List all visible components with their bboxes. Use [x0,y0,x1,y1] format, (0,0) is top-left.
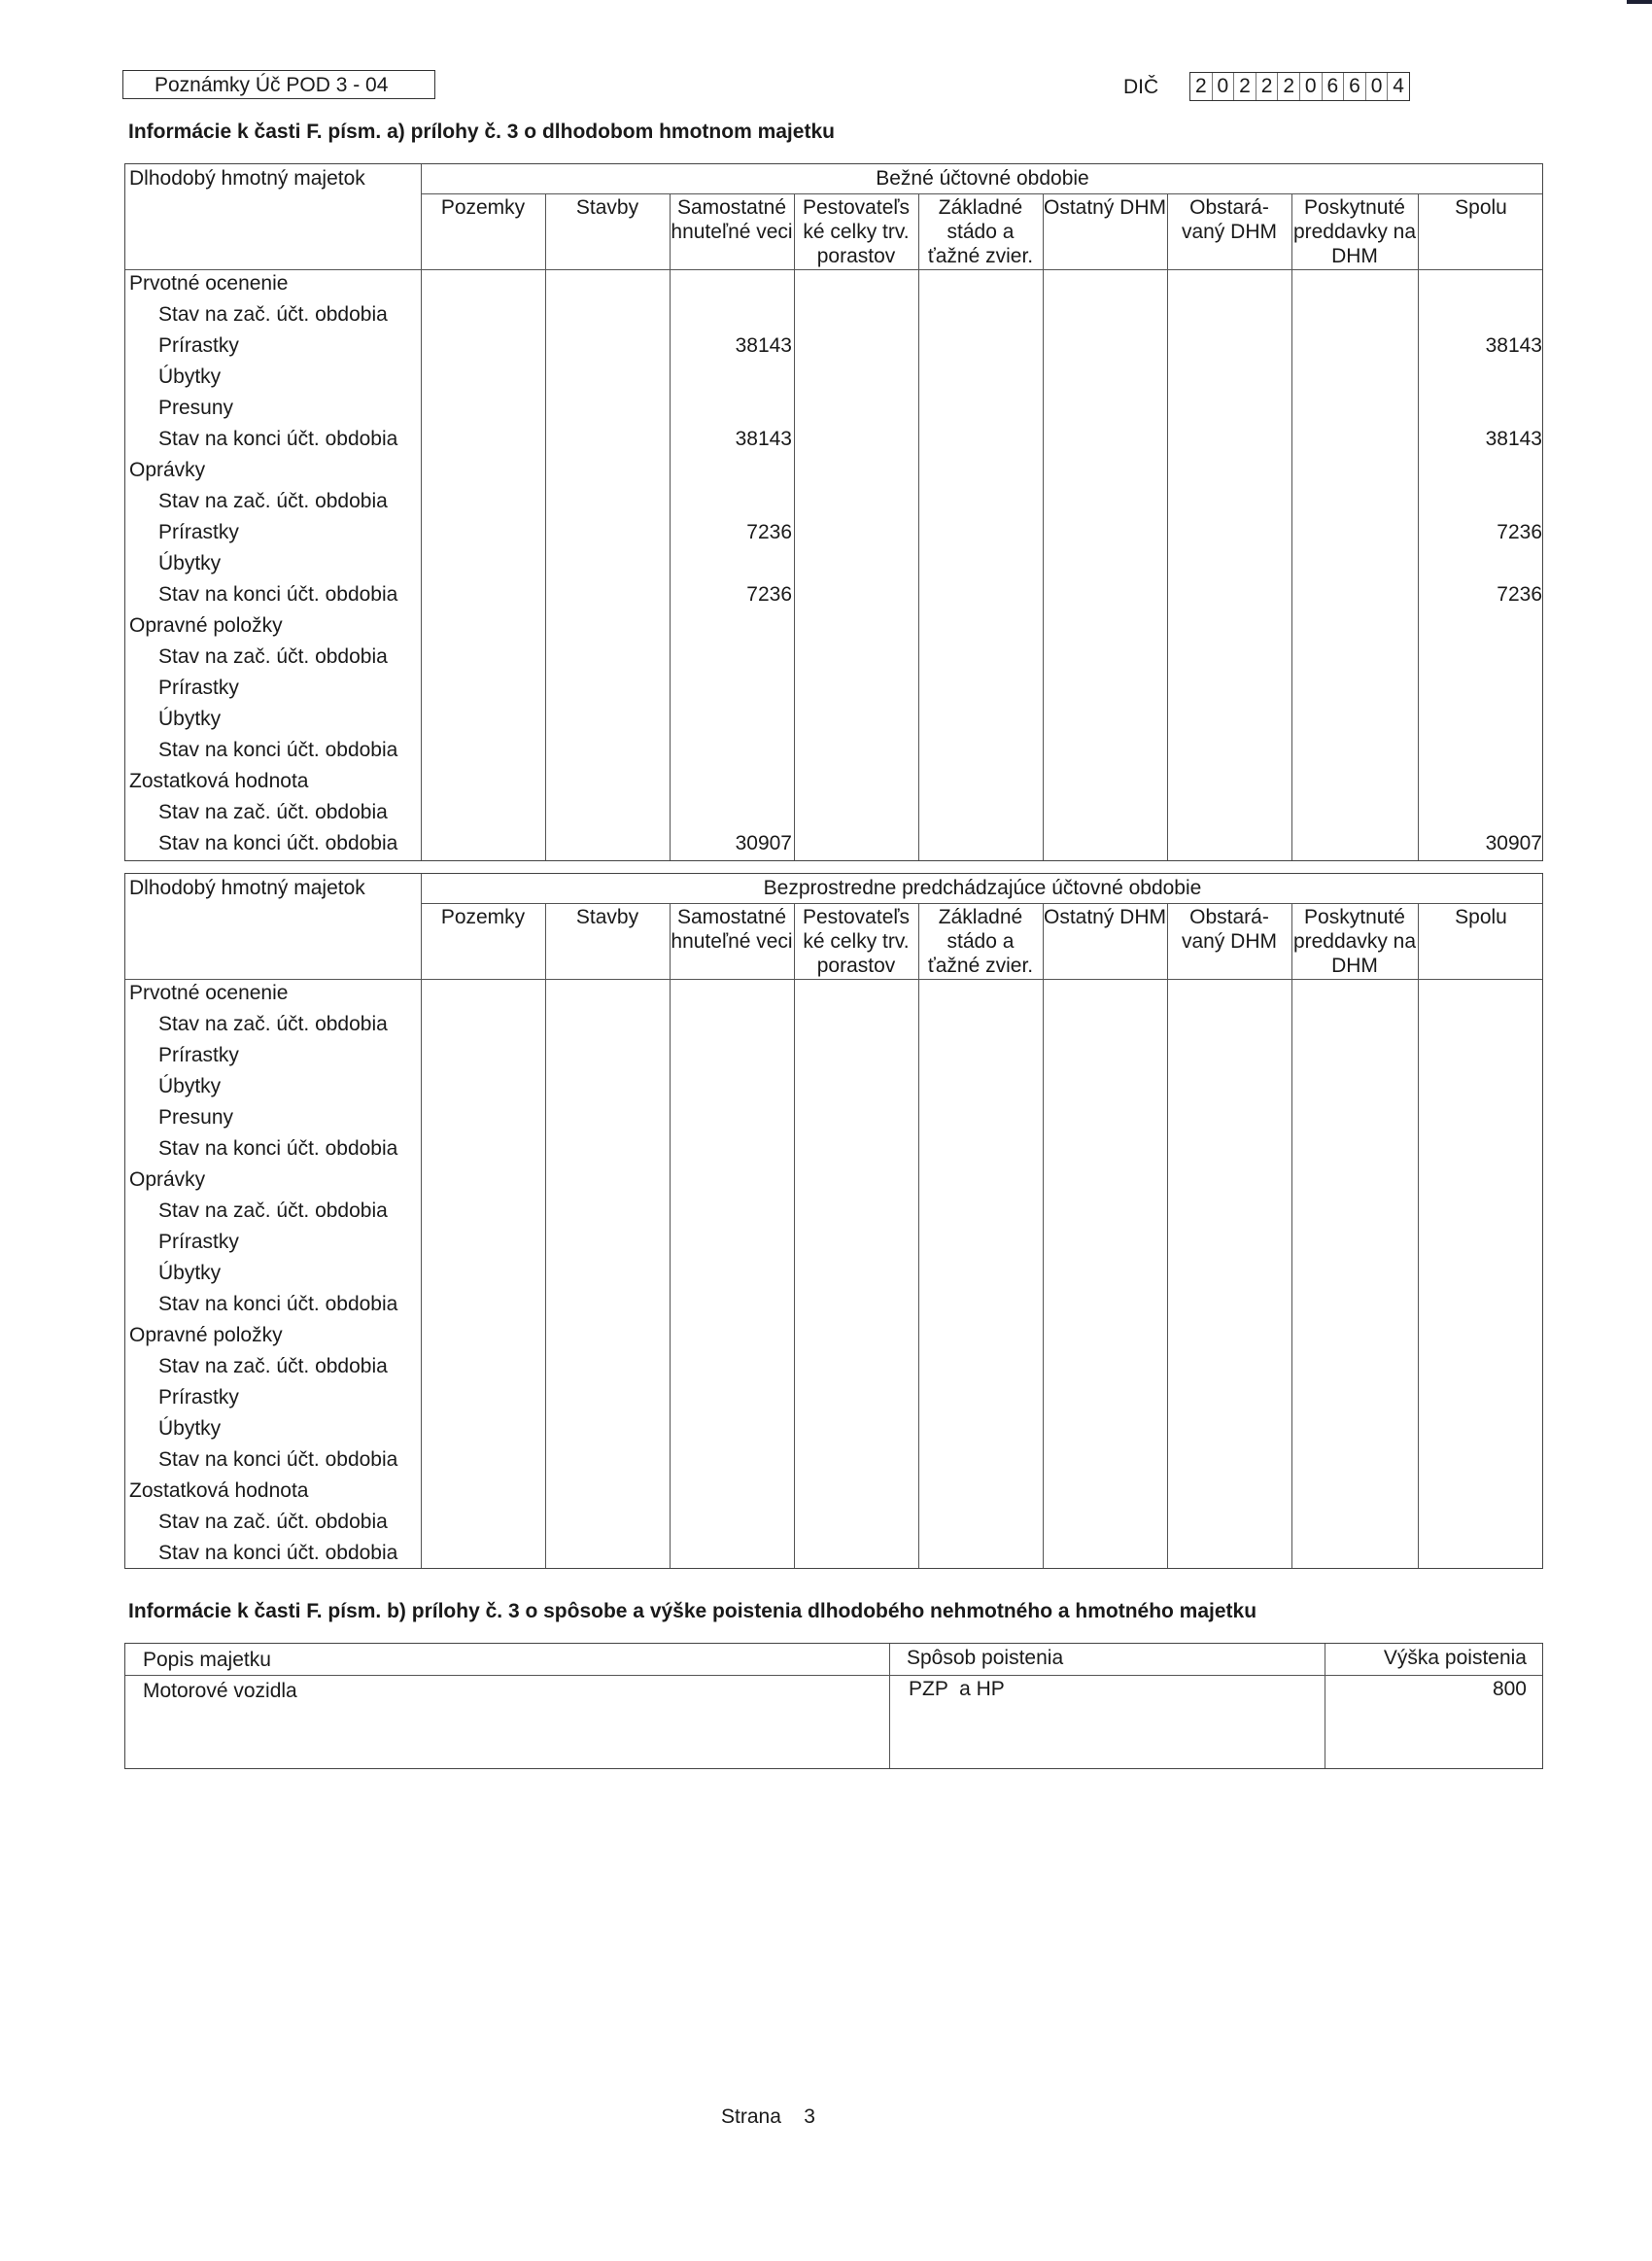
row-group-label: Prvotné ocenenie [129,272,289,295]
dic-digit: 6 [1323,73,1345,100]
dic-digit: 2 [1234,73,1256,100]
row-label: Stav na zač. účt. obdobia [158,303,388,326]
value-spolu: 7236 [1497,521,1542,543]
column-header: Spolu [1455,906,1507,928]
table-current-period [124,163,1543,861]
row-label: Prírastky [158,677,239,699]
row-label: Presuny [158,397,234,419]
row-label: Stav na konci účt. obdobia [158,1293,398,1315]
ins-header-sposob: Spôsob poistenia [907,1647,1064,1669]
row-label: Prírastky [158,1231,239,1253]
row-group-label: Zostatková hodnota [129,1479,309,1502]
table-period-label: Bezprostredne predchádzajúce účtovné obdobie [763,877,1202,899]
column-header: Spolu [1455,196,1507,219]
row-label: Stav na konci účt. obdobia [158,1448,398,1471]
column-header: Obstará- vaný DHM [1181,196,1278,243]
column-header: Základné stádo a ťažné zvier. [927,906,1034,977]
value-spolu: 38143 [1485,334,1542,357]
column-header: Stavby [575,196,639,219]
dic-digit: 2 [1190,73,1213,100]
value-samostatne: 38143 [735,428,792,450]
row-group-label: Oprávky [129,1168,206,1191]
table-grid-line [421,193,1542,194]
page-label: Strana [721,2105,781,2128]
ins-row-sposob: PZP a HP [909,1678,1005,1700]
column-header: Obstará- vaný DHM [1181,906,1278,953]
table-grid-line [918,903,919,1568]
form-code-box [122,70,435,99]
form-code: Poznámky Úč POD 3 - 04 [155,74,389,96]
value-samostatne: 7236 [746,521,792,543]
scan-corner-mark [1627,0,1652,4]
dic-digit: 4 [1393,75,1404,97]
row-label: Prírastky [158,1386,239,1409]
column-header: Základné stádo a ťažné zvier. [927,196,1034,267]
dic-digit: 0 [1300,73,1323,100]
row-label: Úbytky [158,708,222,730]
table-grid-line [1418,903,1419,1568]
row-group-label: Opravné položky [129,614,283,637]
value-samostatne: 7236 [746,583,792,606]
table-corner-label: Dlhodobý hmotný majetok [129,877,365,899]
table-grid-line [421,903,1542,904]
row-label: Stav na konci účt. obdobia [158,428,398,450]
table-grid-line [125,979,1542,980]
section-b-heading: Informácie k časti F. písm. b) prílohy č. 3 o spôsobe a výške poistenia dlhodobého nehmotného a hmotného majetku [128,1600,1257,1622]
value-samostatne: 38143 [735,334,792,357]
table-grid-line [545,903,546,1568]
row-label: Úbytky [158,365,222,388]
row-label: Prírastky [158,334,239,357]
row-label: Stav na zač. účt. obdobia [158,801,388,823]
table-previous-period [124,873,1543,1569]
page-footer [721,2105,815,2129]
row-label: Stav na zač. účt. obdobia [158,1200,388,1222]
table-grid-line [670,903,671,1568]
column-header: Ostatný DHM [1043,906,1167,928]
dic-digit: 2 [1278,73,1300,100]
column-header: Pozemky [440,906,526,928]
ins-row-vyska: 800 [1492,1678,1527,1700]
dic-digit: 0 [1366,73,1389,100]
row-label: Úbytky [158,1417,222,1440]
column-header: Samostatné hnuteľné veci [671,196,793,243]
column-header: Pestovateľs ké celky trv. porastov [802,196,910,267]
row-label: Prírastky [158,521,239,543]
row-label: Stav na konci účt. obdobia [158,1137,398,1160]
table-grid-line [545,193,546,860]
row-group-label: Prvotné ocenenie [129,982,289,1004]
insurance-table [124,1643,1543,1769]
table-grid-line [1291,193,1292,860]
ins-row-popis: Motorové vozidla [143,1680,297,1702]
value-spolu: 7236 [1497,583,1542,606]
table-grid-line [1167,903,1168,1568]
table-grid-line [918,193,919,860]
table-corner-label: Dlhodobý hmotný majetok [129,167,365,190]
value-spolu: 38143 [1485,428,1542,450]
ins-header-popis: Popis majetku [143,1649,271,1671]
row-label: Stav na konci účt. obdobia [158,1542,398,1564]
column-header: Samostatné hnuteľné veci [671,906,793,953]
row-label: Stav na zač. účt. obdobia [158,645,388,668]
row-label: Stav na konci účt. obdobia [158,739,398,761]
dic-label: DIČ [1123,76,1159,98]
dic-digit: 0 [1213,73,1235,100]
row-group-label: Oprávky [129,459,206,481]
table-grid-line [1043,903,1044,1568]
section-a-heading: Informácie k časti F. písm. a) prílohy č. 3 o dlhodobom hmotnom majetku [128,121,835,143]
page-number: 3 [804,2105,815,2128]
column-header: Poskytnuté preddavky na DHM [1292,196,1417,267]
row-label: Stav na zač. účt. obdobia [158,1013,388,1035]
table-period-label: Bežné účtovné obdobie [876,167,1089,190]
table-grid-line [1043,193,1044,860]
row-label: Stav na zač. účt. obdobia [158,1511,388,1533]
row-label: Úbytky [158,1262,222,1284]
row-label: Presuny [158,1106,234,1129]
ins-header-vyska: Výška poistenia [1383,1647,1527,1669]
table-grid-line [1167,193,1168,860]
table-grid-line [794,193,795,860]
row-label: Stav na zač. účt. obdobia [158,490,388,512]
row-label: Úbytky [158,552,222,574]
column-header: Pozemky [440,196,526,219]
value-samostatne: 30907 [735,832,792,854]
column-header: Stavby [575,906,639,928]
row-label: Stav na konci účt. obdobia [158,832,398,854]
column-header: Poskytnuté preddavky na DHM [1292,906,1417,977]
table-grid-line [794,903,795,1568]
row-label: Úbytky [158,1075,222,1097]
row-group-label: Opravné položky [129,1324,283,1346]
dic-digit: 6 [1344,73,1366,100]
value-spolu: 30907 [1485,832,1542,854]
row-label: Prírastky [158,1044,239,1066]
column-header: Pestovateľs ké celky trv. porastov [802,906,910,977]
row-label: Stav na konci účt. obdobia [158,583,398,606]
table-grid-line [1291,903,1292,1568]
table-grid-line [125,269,1542,270]
dic-digit-boxes [1189,72,1410,101]
row-group-label: Zostatková hodnota [129,770,309,792]
column-header: Ostatný DHM [1043,196,1167,219]
row-label: Stav na zač. účt. obdobia [158,1355,388,1377]
dic-digit: 2 [1256,73,1279,100]
